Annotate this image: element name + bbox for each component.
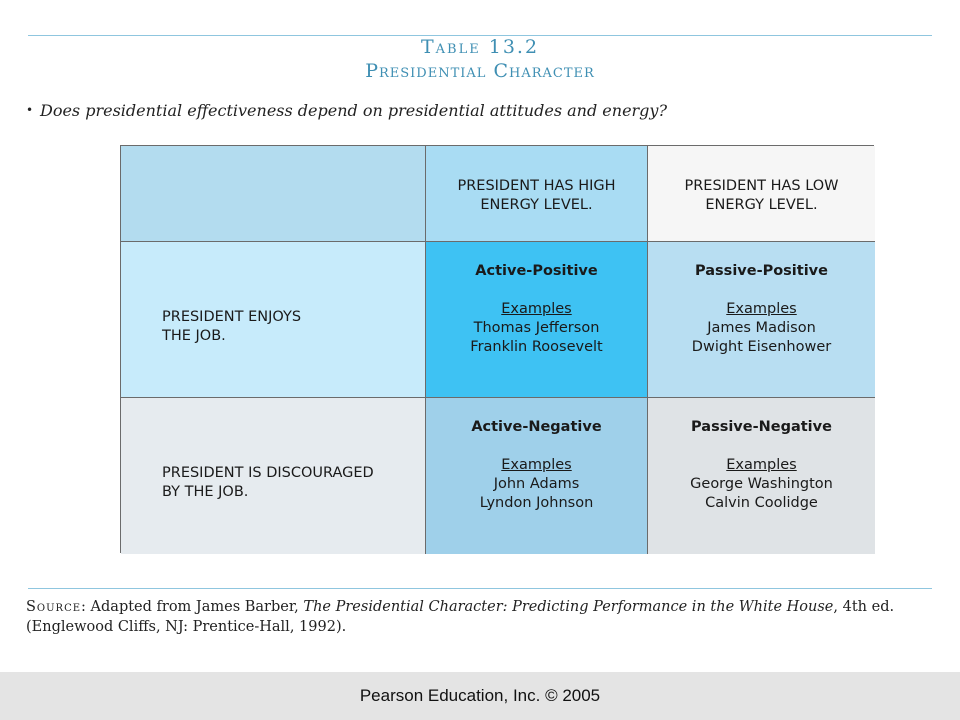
type-name: Active-Negative xyxy=(471,419,602,435)
table-number: Table 13.2 xyxy=(420,36,540,58)
examples-label: Examples xyxy=(726,301,797,317)
column-header-line: PRESIDENT HAS HIGH xyxy=(457,177,616,194)
grid-corner-cell xyxy=(121,146,426,242)
row-header-line: PRESIDENT ENJOYS xyxy=(162,308,302,325)
cell-passive-positive xyxy=(648,242,875,398)
footer-bar xyxy=(0,672,960,720)
question xyxy=(26,101,667,120)
type-name: Passive-Positive xyxy=(695,263,828,279)
source-citation xyxy=(26,597,936,637)
question-text: Does presidential effectiveness depend on presidential attitudes and energy? xyxy=(40,101,668,120)
example-president: Lyndon Johnson xyxy=(479,495,594,511)
example-president: Thomas Jefferson xyxy=(473,320,600,336)
row-header-line: THE JOB. xyxy=(162,327,226,344)
column-header-line: ENERGY LEVEL. xyxy=(705,196,818,213)
column-header-line: PRESIDENT HAS LOW xyxy=(684,177,839,194)
source-book-title: The Presidential Character: Predicting Performance in the White House xyxy=(303,599,834,615)
footer-copyright: Pearson Education, Inc. © 2005 xyxy=(359,686,601,705)
table-title: Presidential Character xyxy=(365,60,595,82)
example-president: James Madison xyxy=(707,320,816,336)
source-text-post: , 4th ed. (Englewood Cliffs, NJ: Prentice-Hall, 1992). xyxy=(26,599,895,635)
cell-passive-negative xyxy=(648,398,875,554)
column-header-low-energy xyxy=(648,146,875,242)
source-label: Source xyxy=(26,599,82,615)
row-header-line: PRESIDENT IS DISCOURAGED xyxy=(162,465,374,481)
examples-label: Examples xyxy=(501,457,572,473)
row-header-enjoys-job xyxy=(121,242,426,398)
examples-label: Examples xyxy=(726,457,797,473)
example-president: Calvin Coolidge xyxy=(705,495,818,511)
example-president: John Adams xyxy=(493,476,580,492)
example-president: Dwight Eisenhower xyxy=(691,339,832,355)
row-header-discouraged-by-job xyxy=(121,398,426,554)
character-grid xyxy=(120,145,874,553)
type-name: Active-Positive xyxy=(475,263,598,279)
row-header-line: BY THE JOB. xyxy=(162,484,249,500)
examples-label: Examples xyxy=(501,301,572,317)
bottom-rule xyxy=(28,588,932,589)
example-president: Franklin Roosevelt xyxy=(470,339,603,355)
example-president: George Washington xyxy=(690,476,833,492)
cell-active-negative xyxy=(426,398,648,554)
column-header-high-energy xyxy=(426,146,648,242)
type-name: Passive-Negative xyxy=(691,419,832,435)
source-text-pre: : Adapted from James Barber, xyxy=(81,599,304,615)
bullet-icon: • xyxy=(26,103,34,117)
cell-active-positive xyxy=(426,242,648,398)
column-header-line: ENERGY LEVEL. xyxy=(480,196,593,213)
